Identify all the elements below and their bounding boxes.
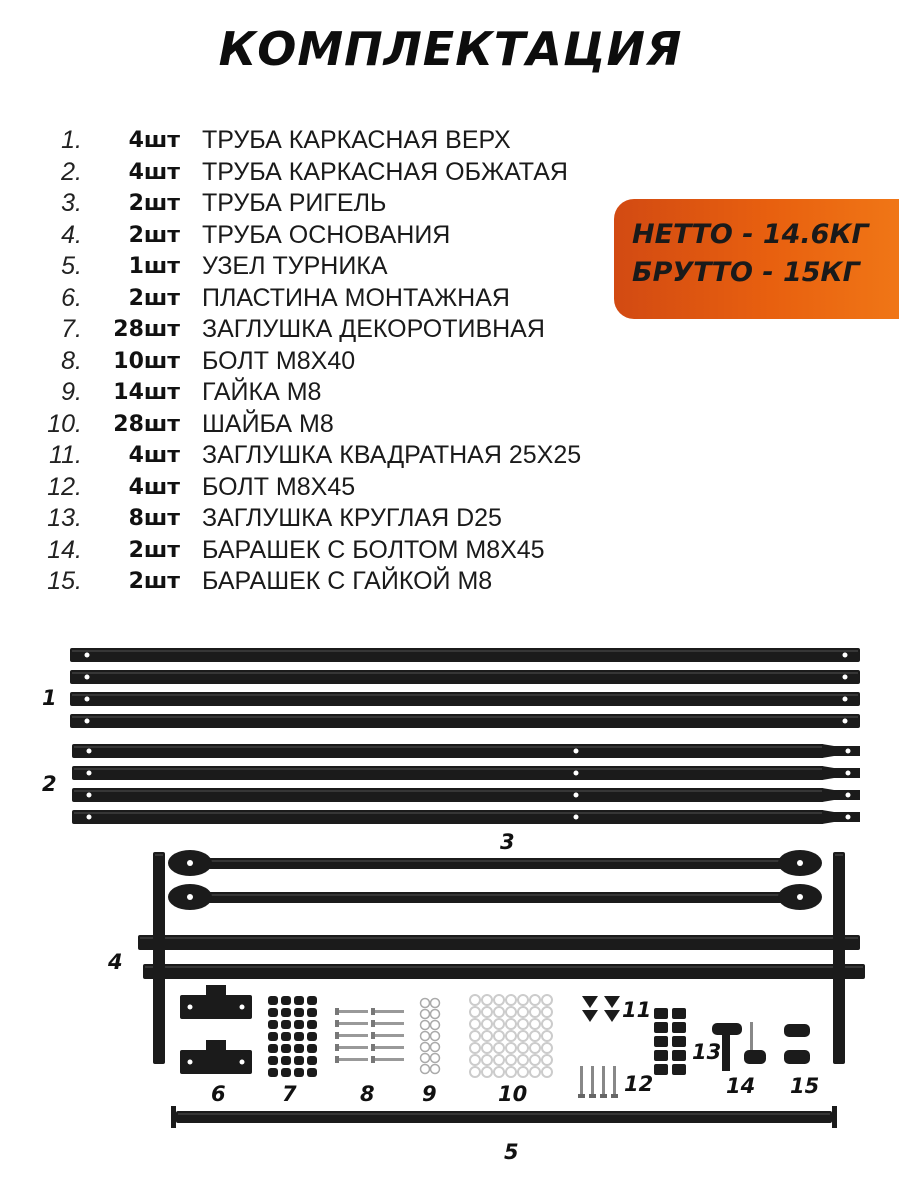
bolt-head <box>335 1008 339 1015</box>
round-cap <box>654 1064 668 1075</box>
bolt-head <box>371 1020 375 1027</box>
bolt-shaft <box>750 1022 753 1050</box>
cap <box>307 1008 317 1017</box>
nut <box>421 1021 430 1030</box>
hole <box>187 894 193 900</box>
hole <box>574 749 579 754</box>
square-cap <box>582 996 598 1008</box>
item-quantity: 2шт <box>128 569 180 594</box>
cap <box>294 996 304 1005</box>
washer <box>470 1055 480 1065</box>
item-name: ТРУБА КАРКАСНАЯ ВЕРХ <box>202 126 511 154</box>
crimped-end <box>822 788 860 802</box>
item-quantity: 4шт <box>128 128 180 153</box>
bolt-shaft <box>338 1034 368 1037</box>
mounting-plates <box>180 985 252 1074</box>
item-quantity: 8шт <box>128 506 180 531</box>
square-cap <box>582 1010 598 1022</box>
hole <box>846 771 851 776</box>
page-title: КОМПЛЕКТАЦИЯ <box>218 22 683 76</box>
bolt-head <box>371 1032 375 1039</box>
bar-end <box>832 1106 837 1128</box>
bolt-head <box>335 1044 339 1051</box>
item-quantity: 28шт <box>113 317 180 342</box>
plate-tab <box>206 985 226 999</box>
washer <box>530 1055 540 1065</box>
part-label-15: 15 <box>790 1074 820 1098</box>
knob <box>784 1050 810 1064</box>
round-cap <box>672 1050 686 1061</box>
nut <box>421 1043 430 1052</box>
hole <box>797 860 803 866</box>
round-cap <box>654 1050 668 1061</box>
washer <box>506 995 516 1005</box>
hole <box>188 1060 193 1065</box>
cap <box>294 1044 304 1053</box>
item-quantity: 10шт <box>113 348 180 374</box>
part-label-11: 11 <box>622 998 652 1022</box>
hole <box>188 1005 193 1010</box>
cap <box>281 1020 291 1029</box>
washer <box>518 1007 528 1017</box>
part-label-4: 4 <box>108 950 123 974</box>
knob <box>784 1024 810 1037</box>
bolt-shaft <box>374 1046 404 1049</box>
item-quantity: 2шт <box>128 537 180 563</box>
cap <box>307 1068 317 1077</box>
item-number: 14. <box>47 535 82 564</box>
washer <box>506 1043 516 1053</box>
part-label-5: 5 <box>504 1140 519 1164</box>
gross-weight: БРУТТО - 15КГ <box>632 257 860 288</box>
washer <box>494 1019 504 1029</box>
washer <box>482 1019 492 1029</box>
item-quantity: 2шт <box>128 285 180 311</box>
item-number: 4. <box>61 220 82 249</box>
tube-highlight <box>74 812 822 814</box>
wing-nut <box>784 1024 810 1064</box>
item-name: БАРАШЕК С ГАЙКОЙ М8 <box>202 567 493 595</box>
item-name: БОЛТ М8Х45 <box>202 472 356 501</box>
cap <box>294 1068 304 1077</box>
washer <box>470 1019 480 1029</box>
washer <box>482 1043 492 1053</box>
cap <box>307 1020 317 1029</box>
item-quantity: 28шт <box>113 411 180 437</box>
bolt-shaft <box>602 1066 605 1096</box>
cap <box>281 996 291 1005</box>
knob <box>744 1050 766 1064</box>
item-name: ЗАГЛУШКА КРУГЛАЯ D25 <box>202 504 502 532</box>
nut <box>421 999 430 1008</box>
item-quantity: 2шт <box>128 191 180 216</box>
hole <box>843 697 848 702</box>
brace-tubes <box>168 850 822 910</box>
nut <box>431 1021 440 1030</box>
item-number: 6. <box>61 283 82 312</box>
item-quantity: 4шт <box>128 159 180 185</box>
hole <box>85 697 90 702</box>
nut <box>421 1010 430 1019</box>
bolt-head <box>600 1094 607 1098</box>
tube-highlight <box>155 854 163 856</box>
item-quantity: 4шт <box>128 474 180 500</box>
tube-highlight <box>202 860 798 862</box>
cap <box>281 1056 291 1065</box>
bolt-shaft <box>580 1066 583 1096</box>
cap <box>268 1032 278 1041</box>
item-name: ЗАГЛУШКА КВАДРАТНАЯ 25Х25 <box>202 441 582 469</box>
post-left <box>153 852 165 1064</box>
washer <box>506 1067 516 1077</box>
washer <box>506 1031 516 1041</box>
washer <box>482 1031 492 1041</box>
washer <box>482 1055 492 1065</box>
tube-highlight <box>72 694 858 696</box>
washer <box>542 1007 552 1017</box>
bolt-head <box>371 1008 375 1015</box>
cap <box>268 1008 278 1017</box>
item-number: 2. <box>61 157 82 186</box>
washer <box>530 1007 540 1017</box>
tube-highlight <box>74 790 822 792</box>
square-cap <box>604 996 620 1008</box>
part-label-7: 7 <box>282 1082 297 1106</box>
item-name: ЗАГЛУШКА ДЕКОРОТИВНАЯ <box>202 315 545 343</box>
item-quantity: 2шт <box>128 222 180 248</box>
nut <box>431 1010 440 1019</box>
bolt-head <box>578 1094 585 1098</box>
washer <box>542 1043 552 1053</box>
hole <box>846 749 851 754</box>
item-number: 8. <box>61 346 82 375</box>
cap <box>294 1008 304 1017</box>
crimped-end <box>822 810 860 824</box>
cap <box>281 1032 291 1041</box>
item-number: 7. <box>61 315 82 343</box>
part-label-3: 3 <box>500 830 515 854</box>
item-number: 13. <box>47 504 82 532</box>
item-name: ГАЙКА М8 <box>202 378 322 406</box>
brace-tube <box>200 892 800 903</box>
hole <box>87 793 92 798</box>
washer <box>506 1019 516 1029</box>
washer <box>494 995 504 1005</box>
hole <box>797 894 803 900</box>
washer <box>494 1055 504 1065</box>
cap <box>281 1008 291 1017</box>
nut <box>431 999 440 1008</box>
cap <box>268 1020 278 1029</box>
bolt-shaft <box>338 1058 368 1061</box>
washer <box>518 995 528 1005</box>
plate-tab <box>206 1040 226 1054</box>
washer <box>518 1043 528 1053</box>
bolt-head <box>335 1032 339 1039</box>
hole <box>574 815 579 820</box>
cap <box>281 1068 291 1077</box>
round-cap <box>654 1022 668 1033</box>
round-cap <box>672 1022 686 1033</box>
item-name: ТРУБА КАРКАСНАЯ ОБЖАТАЯ <box>202 157 568 186</box>
bolt-head <box>371 1044 375 1051</box>
washer <box>530 1019 540 1029</box>
washer <box>494 1007 504 1017</box>
washer <box>494 1043 504 1053</box>
pullup-bar <box>171 1106 837 1128</box>
hole <box>574 793 579 798</box>
nut <box>431 1054 440 1063</box>
net-weight: НЕТТО - 14.6КГ <box>632 219 869 250</box>
tube-highlight <box>72 672 858 674</box>
washer <box>482 1067 492 1077</box>
cap <box>307 1056 317 1065</box>
hole <box>846 793 851 798</box>
hole <box>87 815 92 820</box>
bolt-head <box>589 1094 596 1098</box>
tube-highlight <box>145 966 863 968</box>
item-quantity: 1шт <box>128 254 180 279</box>
nut <box>431 1043 440 1052</box>
knob-stem <box>722 1035 730 1071</box>
washer <box>470 1007 480 1017</box>
tube-highlight <box>178 1113 830 1115</box>
nut <box>421 1065 430 1074</box>
part-label-1: 1 <box>42 686 57 710</box>
part-label-14: 14 <box>726 1074 756 1098</box>
round-cap <box>672 1008 686 1019</box>
bolt-shaft <box>338 1046 368 1049</box>
part-label-2: 2 <box>42 772 57 796</box>
part-label-8: 8 <box>360 1082 375 1106</box>
washer <box>542 995 552 1005</box>
washer <box>494 1067 504 1077</box>
cap <box>294 1020 304 1029</box>
washer <box>470 1043 480 1053</box>
bolt-head <box>335 1020 339 1027</box>
bar-tube <box>176 1111 832 1123</box>
item-number: 15. <box>47 567 82 595</box>
round-cap <box>654 1008 668 1019</box>
washer <box>470 995 480 1005</box>
cap <box>268 996 278 1005</box>
washer <box>542 1031 552 1041</box>
cap <box>281 1044 291 1053</box>
hole <box>85 719 90 724</box>
round-cap <box>654 1036 668 1047</box>
hole <box>843 719 848 724</box>
washers-m8 <box>470 995 552 1077</box>
post-right <box>833 852 845 1064</box>
bolt-head <box>371 1056 375 1063</box>
hole <box>85 653 90 658</box>
bar-end <box>171 1106 176 1128</box>
item-name: БАРАШЕК С БОЛТОМ М8Х45 <box>202 535 545 564</box>
hole <box>240 1005 245 1010</box>
bolt-head <box>335 1056 339 1063</box>
frame-tubes-top <box>70 648 860 728</box>
item-name: УЗЕЛ ТУРНИКА <box>202 252 388 280</box>
hole <box>187 860 193 866</box>
item-number: 11. <box>49 441 82 469</box>
nut <box>431 1032 440 1041</box>
bolts-m8x40 <box>335 1008 404 1063</box>
washer <box>506 1055 516 1065</box>
bolt-shaft <box>374 1022 404 1025</box>
tube-highlight <box>72 716 858 718</box>
washer <box>482 995 492 1005</box>
bolt-shaft <box>613 1066 616 1096</box>
item-number: 3. <box>61 189 82 217</box>
part-label-10: 10 <box>498 1082 528 1106</box>
tube-highlight <box>74 768 822 770</box>
bolt-shaft <box>374 1010 404 1013</box>
hole <box>846 815 851 820</box>
square-caps <box>582 996 620 1022</box>
washer <box>470 1067 480 1077</box>
washer <box>518 1067 528 1077</box>
base-tubes <box>138 935 865 979</box>
item-number: 9. <box>61 378 82 406</box>
round-cap <box>672 1036 686 1047</box>
bolt-shaft <box>591 1066 594 1096</box>
bolt-head <box>611 1094 618 1098</box>
item-name: ТРУБА РИГЕЛЬ <box>202 189 387 217</box>
bolt-shaft <box>338 1022 368 1025</box>
part-label-12: 12 <box>624 1072 654 1096</box>
washer <box>530 1067 540 1077</box>
nut <box>431 1065 440 1074</box>
tube-highlight <box>835 854 843 856</box>
bolts-m8x45 <box>578 1066 618 1098</box>
cap <box>268 1056 278 1065</box>
hole <box>843 675 848 680</box>
item-name: ШАЙБА М8 <box>202 409 334 438</box>
part-label-13: 13 <box>692 1040 722 1064</box>
item-quantity: 14шт <box>113 380 180 405</box>
washer <box>518 1031 528 1041</box>
washer <box>542 1067 552 1077</box>
cap <box>294 1056 304 1065</box>
item-name: БОЛТ М8Х40 <box>202 346 356 375</box>
cap <box>307 1032 317 1041</box>
hole <box>85 675 90 680</box>
nuts-m8 <box>421 999 440 1074</box>
item-quantity: 4шт <box>128 443 180 468</box>
item-number: 5. <box>61 252 82 280</box>
washer <box>530 1043 540 1053</box>
washer <box>542 1055 552 1065</box>
frame-tubes-crimped <box>72 744 860 824</box>
washer <box>470 1031 480 1041</box>
round-caps <box>654 1008 686 1075</box>
washer <box>530 995 540 1005</box>
hole <box>240 1060 245 1065</box>
item-name: ПЛАСТИНА МОНТАЖНАЯ <box>202 283 510 312</box>
part-label-9: 9 <box>422 1082 437 1106</box>
washer <box>518 1055 528 1065</box>
tube-highlight <box>140 937 858 939</box>
item-name: ТРУБА ОСНОВАНИЯ <box>202 220 451 249</box>
cap <box>294 1032 304 1041</box>
decorative-caps <box>268 996 317 1077</box>
part-label-6: 6 <box>211 1082 226 1106</box>
hole <box>87 749 92 754</box>
cap <box>307 1044 317 1053</box>
tube-highlight <box>72 650 858 652</box>
bolt-shaft <box>374 1034 404 1037</box>
washer <box>506 1007 516 1017</box>
item-number: 10. <box>47 409 82 438</box>
cap <box>307 996 317 1005</box>
knob <box>712 1023 742 1035</box>
hole <box>574 771 579 776</box>
washer <box>482 1007 492 1017</box>
washer <box>542 1019 552 1029</box>
nut <box>421 1054 430 1063</box>
item-number: 1. <box>61 126 82 154</box>
round-cap <box>672 1064 686 1075</box>
nut <box>421 1032 430 1041</box>
washer <box>530 1031 540 1041</box>
hole <box>843 653 848 658</box>
washer <box>518 1019 528 1029</box>
bolt-shaft <box>338 1010 368 1013</box>
hole <box>87 771 92 776</box>
square-cap <box>604 1010 620 1022</box>
washer <box>494 1031 504 1041</box>
bolt-shaft <box>374 1058 404 1061</box>
crimped-end <box>822 766 860 780</box>
crimped-end <box>822 744 860 758</box>
tube-highlight <box>74 746 822 748</box>
cap <box>268 1044 278 1053</box>
brace-tube <box>200 858 800 869</box>
cap <box>268 1068 278 1077</box>
tube-highlight <box>202 894 798 896</box>
item-number: 12. <box>47 472 82 501</box>
